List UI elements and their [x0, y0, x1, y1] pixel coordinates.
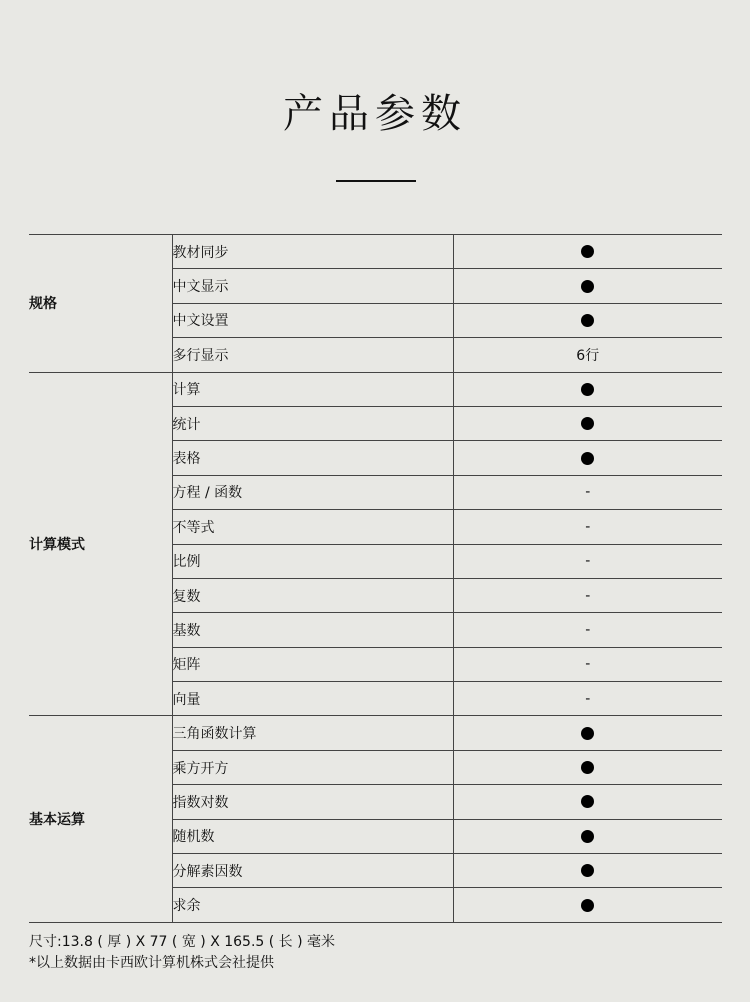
source-note: *以上数据由卡西欧计算机株式会社提供 — [29, 955, 274, 971]
supported-dot-icon — [581, 417, 594, 430]
supported-cell — [453, 716, 722, 750]
feature-name: 矩阵 — [172, 647, 453, 681]
feature-name: 基数 — [172, 613, 453, 647]
feature-name: 中文显示 — [172, 269, 453, 303]
table-row — [29, 372, 722, 406]
page-title: 产品参数 — [283, 91, 467, 137]
supported-dot-icon — [581, 383, 594, 396]
supported-cell — [453, 819, 722, 853]
group-label: 规格 — [29, 235, 172, 373]
feature-name: 不等式 — [172, 510, 453, 544]
feature-name: 随机数 — [172, 819, 453, 853]
value-cell: - — [453, 613, 722, 647]
supported-cell — [453, 269, 722, 303]
supported-cell — [453, 750, 722, 784]
feature-name: 表格 — [172, 441, 453, 475]
supported-cell — [453, 235, 722, 269]
value-cell: - — [453, 682, 722, 716]
feature-name: 中文设置 — [172, 303, 453, 337]
supported-dot-icon — [581, 314, 594, 327]
supported-cell — [453, 441, 722, 475]
value-cell: - — [453, 578, 722, 612]
title-underline — [336, 180, 416, 182]
feature-name: 复数 — [172, 578, 453, 612]
footer-notes — [29, 932, 335, 974]
feature-name: 分解素因数 — [172, 854, 453, 888]
dimensions-note: 尺寸:13.8 ( 厚 ) X 77 ( 宽 ) X 165.5 ( 长 ) 毫米 — [29, 934, 336, 950]
spec-table — [29, 234, 722, 923]
supported-cell — [453, 888, 722, 922]
supported-dot-icon — [581, 864, 594, 877]
feature-name: 多行显示 — [172, 338, 453, 372]
value-cell: - — [453, 510, 722, 544]
feature-name: 向量 — [172, 682, 453, 716]
value-cell: 6行 — [453, 338, 722, 372]
group-label: 计算模式 — [29, 372, 172, 716]
feature-name: 方程 / 函数 — [172, 475, 453, 509]
feature-name: 教材同步 — [172, 235, 453, 269]
feature-name: 比例 — [172, 544, 453, 578]
supported-dot-icon — [581, 761, 594, 774]
supported-dot-icon — [581, 280, 594, 293]
supported-dot-icon — [581, 727, 594, 740]
feature-name: 求余 — [172, 888, 453, 922]
value-cell: - — [453, 544, 722, 578]
supported-cell — [453, 372, 722, 406]
supported-dot-icon — [581, 452, 594, 465]
feature-name: 三角函数计算 — [172, 716, 453, 750]
supported-dot-icon — [581, 830, 594, 843]
feature-name: 统计 — [172, 406, 453, 440]
supported-cell — [453, 785, 722, 819]
supported-dot-icon — [581, 245, 594, 258]
feature-name: 计算 — [172, 372, 453, 406]
supported-dot-icon — [581, 899, 594, 912]
supported-cell — [453, 303, 722, 337]
supported-cell — [453, 854, 722, 888]
table-row — [29, 235, 722, 269]
supported-cell — [453, 406, 722, 440]
group-label: 基本运算 — [29, 716, 172, 922]
feature-name: 乘方开方 — [172, 750, 453, 784]
value-cell: - — [453, 647, 722, 681]
feature-name: 指数对数 — [172, 785, 453, 819]
value-cell: - — [453, 475, 722, 509]
table-row — [29, 716, 722, 750]
supported-dot-icon — [581, 795, 594, 808]
